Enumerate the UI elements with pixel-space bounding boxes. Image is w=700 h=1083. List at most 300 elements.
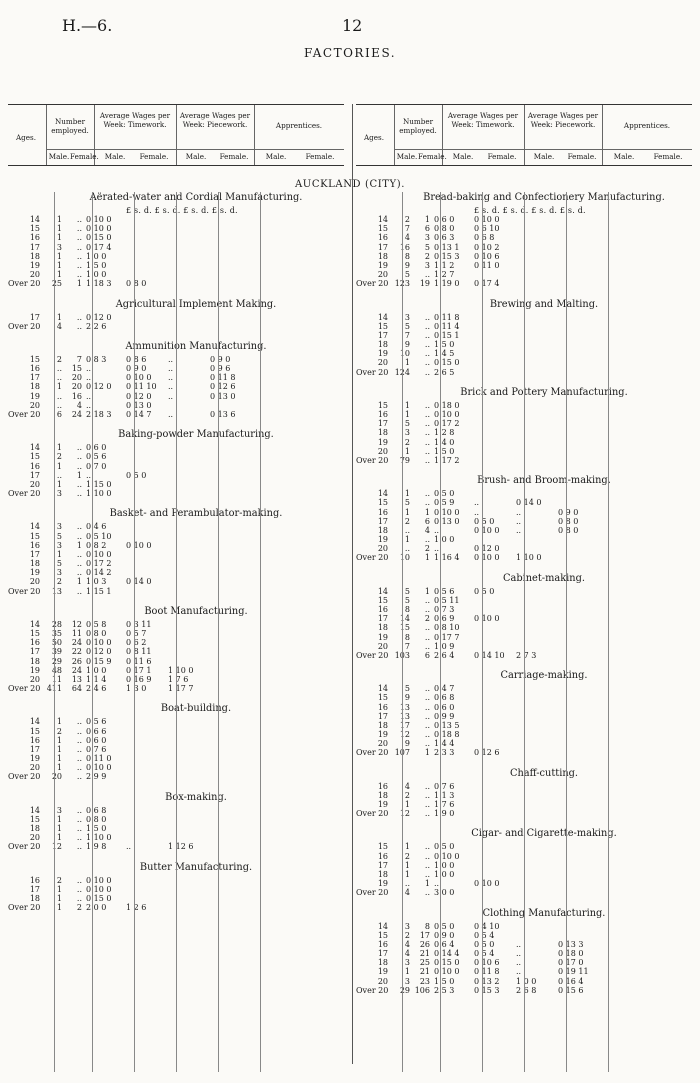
- female-count: ..: [76, 549, 82, 559]
- time-male-wage: 0 8 2: [86, 540, 107, 550]
- time-female-wage: 0 14 10: [474, 650, 505, 660]
- age-cell: 15: [29, 726, 40, 736]
- female-count: ..: [424, 400, 430, 410]
- column-rule: [134, 192, 135, 1072]
- age-cell: 19: [29, 665, 40, 675]
- piece-male-wage: ..: [168, 410, 174, 419]
- time-male-wage: 0 13 0: [434, 516, 460, 526]
- section-title: Basket- and Perambulator-making.: [109, 508, 283, 520]
- female-count: 4: [76, 400, 82, 410]
- time-male-wage: 2 4 6: [86, 684, 107, 694]
- column-rule: [260, 192, 261, 1072]
- male-count: 2: [404, 215, 410, 224]
- male-count: 1: [404, 410, 410, 419]
- male-count: 14: [399, 614, 410, 624]
- column-rule: [524, 192, 525, 1072]
- time-female-wage: 0 11 0: [474, 260, 500, 270]
- female-count: ..: [76, 763, 82, 773]
- female-count: ..: [76, 833, 82, 843]
- age-cell: 20: [29, 833, 40, 843]
- age-cell: 15: [377, 224, 388, 234]
- document-code: H.—6.: [62, 16, 113, 35]
- male-count: 28: [51, 619, 62, 629]
- time-male-wage: 0 6 0: [86, 443, 107, 453]
- male-count: ..: [56, 400, 62, 410]
- age-cell: 16: [377, 939, 388, 949]
- time-female-wage: 0 5 0: [474, 516, 495, 526]
- male-count: 17: [399, 720, 410, 730]
- column-header-left: [8, 104, 344, 166]
- age-cell: 18: [377, 869, 388, 879]
- age-cell: Over 20: [8, 410, 41, 419]
- female-count: ..: [424, 535, 430, 545]
- female-count: 8: [424, 921, 430, 931]
- piece-male-wage: 1 10 0: [168, 665, 194, 675]
- female-count: 1: [76, 540, 82, 550]
- male-count: 1: [56, 270, 62, 280]
- time-male-wage: ..: [434, 879, 440, 889]
- section-title: Cigar- and Cigarette-making.: [471, 828, 617, 840]
- female-count: ..: [424, 869, 430, 879]
- age-cell: 18: [377, 340, 388, 350]
- age-cell: 16: [377, 233, 388, 243]
- female-count: 2: [76, 903, 82, 913]
- piece-female-wage: 0 9 0: [210, 354, 231, 364]
- female-count: ..: [76, 559, 82, 569]
- time-male-wage: 0 11 4: [434, 321, 460, 331]
- female-count: ..: [424, 809, 430, 819]
- time-female-wage: 0 8 6: [126, 354, 147, 364]
- time-male-wage: 0 17 4: [86, 242, 112, 252]
- female-count: 11: [71, 629, 82, 638]
- female-count: ..: [424, 489, 430, 499]
- female-count: ..: [424, 498, 430, 508]
- male-label: Male.: [452, 152, 474, 161]
- male-count: 4: [404, 888, 410, 898]
- female-count: ..: [76, 717, 82, 727]
- age-cell: 15: [29, 452, 40, 462]
- male-count: 1: [404, 400, 410, 410]
- time-female-wage: 0 10 6: [474, 251, 500, 261]
- column-rule: [176, 192, 177, 1072]
- time-male-wage: 0 15 0: [86, 893, 112, 903]
- page-title: FACTORIES.: [303, 46, 397, 60]
- female-count: 12: [71, 619, 82, 629]
- female-count: ..: [424, 851, 430, 861]
- age-cell: 14: [377, 921, 388, 931]
- piece-female-wage: 0 13 0: [210, 391, 236, 401]
- age-cell: 15: [377, 842, 388, 852]
- region-heading: AUCKLAND (CITY).: [294, 179, 406, 190]
- age-cell: 19: [377, 879, 388, 889]
- time-male-wage: 1 4 4: [434, 739, 455, 749]
- time-male-wage: 1 15 0: [86, 479, 112, 489]
- time-male-wage: 1 18 3: [86, 279, 112, 289]
- column-rule: [608, 192, 609, 1072]
- age-cell: 17: [377, 614, 388, 624]
- female-count: 24: [71, 665, 82, 675]
- female-count: ..: [424, 888, 430, 898]
- female-count: 1: [76, 577, 82, 587]
- male-count: 2: [56, 577, 62, 587]
- time-male-wage: 0 6 3: [434, 233, 455, 243]
- female-count: ..: [76, 824, 82, 833]
- female-count: ..: [424, 702, 430, 712]
- section-title: Brick and Pottery Manufacturing.: [460, 386, 628, 398]
- female-count: 24: [71, 638, 82, 648]
- age-cell: 18: [29, 559, 40, 569]
- age-cell: Over 20: [356, 650, 389, 660]
- time-female-wage: 0 10 6: [474, 958, 500, 968]
- piece-female-wage: 0 17 0: [558, 958, 584, 968]
- time-male-wage: 0 15 0: [434, 958, 460, 968]
- female-count: ..: [76, 744, 82, 754]
- age-cell: 16: [29, 540, 40, 550]
- female-count: 1: [424, 748, 430, 758]
- female-count: ..: [424, 781, 430, 791]
- female-count: 26: [419, 939, 430, 949]
- age-cell: 19: [29, 568, 40, 578]
- time-male-wage: 0 5 6: [86, 717, 107, 727]
- time-female-wage: 0 5 0: [126, 470, 147, 480]
- male-label: Male.: [613, 152, 635, 161]
- female-count: 4: [424, 525, 430, 535]
- time-female-wage: 0 10 0: [474, 215, 500, 224]
- male-label: Male.: [185, 152, 207, 161]
- female-count: ..: [424, 358, 430, 368]
- male-count: 5: [56, 531, 62, 541]
- section-title: Chaff-cutting.: [509, 767, 579, 779]
- time-female-wage: 0 8 0: [126, 279, 147, 289]
- time-male-wage: 0 8 3: [86, 354, 107, 364]
- female-count: ..: [424, 605, 430, 614]
- male-count: 3: [56, 568, 62, 578]
- female-count: ..: [76, 461, 82, 471]
- age-cell: 20: [29, 270, 40, 280]
- section-title: Agricultural Implement Making.: [115, 298, 277, 310]
- ages-header: Ages.: [363, 133, 385, 142]
- female-count: ..: [76, 568, 82, 578]
- time-female-wage: 1 3 0: [126, 684, 147, 694]
- female-count: ..: [424, 455, 430, 465]
- section-title: Cabinet-making.: [503, 572, 585, 584]
- piece-female-wage: 0 9 6: [210, 364, 231, 374]
- time-male-wage: 0 5 9: [434, 498, 455, 508]
- time-male-wage: ..: [86, 364, 92, 374]
- male-count: 10: [399, 553, 410, 563]
- piece-female-wage: 0 19 11: [558, 967, 589, 977]
- female-count: 15: [71, 364, 82, 374]
- male-count: 1: [56, 260, 62, 270]
- male-count: 12: [399, 809, 410, 819]
- time-male-wage: 2 3 3: [434, 748, 455, 758]
- female-count: 5: [424, 242, 430, 252]
- female-count: ..: [76, 772, 82, 782]
- female-count: 7: [76, 354, 82, 364]
- time-male-wage: 0 5 0: [434, 489, 455, 499]
- age-cell: 14: [29, 443, 40, 453]
- female-count: ..: [424, 428, 430, 438]
- male-count: 3: [56, 540, 62, 550]
- time-male-wage: 2 5 3: [434, 985, 455, 995]
- time-male-wage: 0 7 0: [86, 461, 107, 471]
- male-count: 12: [51, 842, 62, 852]
- age-cell: 20: [29, 400, 40, 410]
- female-label: Female.: [139, 152, 169, 161]
- piece-male-wage: 2 6 8: [516, 985, 537, 995]
- male-count: ..: [56, 364, 62, 374]
- time-female-wage: 0 17 1: [126, 665, 152, 675]
- female-count: ..: [424, 842, 430, 852]
- female-count: ..: [424, 437, 430, 447]
- age-cell: Over 20: [8, 279, 41, 289]
- section-title: Box-making.: [165, 791, 227, 803]
- male-count: 5: [404, 498, 410, 508]
- age-cell: 16: [29, 364, 40, 374]
- female-count: ..: [424, 349, 430, 359]
- time-female-wage: 0 12 6: [474, 748, 500, 758]
- piecework-header: Average Wages per Week: Piecework.: [527, 111, 599, 129]
- time-male-wage: 0 6 8: [434, 693, 455, 703]
- age-cell: 19: [377, 260, 388, 270]
- male-count: 2: [404, 790, 410, 800]
- female-count: 19: [419, 279, 430, 289]
- column-rule: [54, 192, 55, 1072]
- time-male-wage: 0 15 3: [434, 251, 460, 261]
- male-count: 8: [404, 632, 410, 642]
- age-cell: 18: [29, 382, 40, 392]
- male-label: Male.: [396, 152, 418, 161]
- age-cell: 17: [29, 470, 40, 480]
- time-female-wage: 0 11 8: [474, 967, 500, 977]
- female-count: 21: [419, 949, 430, 959]
- age-cell: 15: [377, 400, 388, 410]
- female-count: 22: [71, 647, 82, 657]
- female-label: Female.: [418, 152, 447, 161]
- female-count: ..: [76, 842, 82, 852]
- time-female-wage: ..: [474, 498, 480, 508]
- female-count: ..: [424, 321, 430, 331]
- female-count: ..: [424, 739, 430, 749]
- age-cell: 20: [29, 479, 40, 489]
- time-male-wage: 0 10 0: [434, 967, 460, 977]
- male-count: 20: [51, 772, 62, 782]
- female-count: ..: [76, 312, 82, 322]
- age-cell: 16: [29, 875, 40, 885]
- female-count: ..: [76, 443, 82, 453]
- age-cell: Over 20: [356, 455, 389, 465]
- female-count: 106: [414, 985, 430, 995]
- time-female-wage: 0 5 4: [474, 930, 495, 940]
- time-male-wage: 1 16 4: [434, 553, 460, 563]
- section-title: Brewing and Malting.: [489, 298, 599, 310]
- female-count: ..: [76, 260, 82, 270]
- female-count: ..: [424, 790, 430, 800]
- female-count: ..: [424, 270, 430, 280]
- female-count: 1: [424, 553, 430, 563]
- age-cell: 16: [29, 233, 40, 243]
- male-count: 3: [56, 522, 62, 532]
- piece-male-wage: ..: [168, 354, 174, 364]
- time-male-wage: 1 5 0: [434, 446, 455, 456]
- female-count: ..: [424, 623, 430, 633]
- time-male-wage: 1 0 0: [86, 665, 107, 675]
- time-female-wage: 0 8 11: [126, 647, 152, 657]
- time-male-wage: 1 7 6: [434, 800, 455, 809]
- female-count: 21: [419, 967, 430, 977]
- number-employed-header: Number employed.: [399, 117, 437, 135]
- time-male-wage: 0 7 6: [434, 781, 455, 791]
- male-count: 1: [56, 224, 62, 234]
- female-count: ..: [76, 735, 82, 745]
- female-count: ..: [424, 312, 430, 322]
- time-male-wage: 0 17 7: [434, 632, 460, 642]
- time-male-wage: 0 11 0: [86, 754, 112, 764]
- age-cell: 18: [377, 790, 388, 800]
- column-header-right: [356, 104, 692, 166]
- age-cell: 20: [377, 446, 388, 456]
- male-label: Male.: [104, 152, 126, 161]
- female-count: ..: [76, 805, 82, 815]
- age-cell: 15: [29, 814, 40, 824]
- age-cell: 16: [377, 410, 388, 419]
- time-female-wage: 0 10 0: [126, 540, 152, 550]
- column-rule: [218, 192, 219, 1072]
- time-male-wage: 1 1 3: [434, 790, 455, 800]
- time-male-wage: 0 5 6: [86, 452, 107, 462]
- time-female-wage: 0 11 6: [126, 656, 152, 666]
- male-count: 1: [404, 869, 410, 879]
- age-cell: 17: [29, 884, 40, 894]
- female-count: 1: [424, 215, 430, 224]
- piece-male-wage: ..: [516, 958, 522, 968]
- male-count: 16: [399, 242, 410, 252]
- male-count: 1: [56, 814, 62, 824]
- male-count: 4: [404, 781, 410, 791]
- male-count: 3: [56, 242, 62, 252]
- female-count: ..: [76, 754, 82, 764]
- female-count: ..: [424, 711, 430, 721]
- time-male-wage: 0 8 10: [434, 623, 460, 633]
- female-count: 1: [424, 586, 430, 596]
- age-cell: 18: [377, 251, 388, 261]
- age-cell: 15: [377, 321, 388, 331]
- time-male-wage: 0 8 0: [86, 814, 107, 824]
- piece-male-wage: ..: [168, 391, 174, 401]
- male-count: 12: [399, 730, 410, 740]
- age-cell: Over 20: [8, 684, 41, 694]
- male-count: 411: [46, 684, 62, 694]
- male-count: 4: [56, 321, 62, 331]
- apprentices-header: Apprentices.: [623, 121, 671, 130]
- time-male-wage: 1 0 3: [86, 577, 107, 587]
- male-count: 4: [404, 949, 410, 959]
- age-cell: 15: [377, 595, 388, 605]
- female-count: ..: [76, 479, 82, 489]
- male-count: 5: [404, 321, 410, 331]
- time-male-wage: 0 10 0: [86, 549, 112, 559]
- male-count: 2: [56, 726, 62, 736]
- age-cell: 20: [29, 577, 40, 587]
- time-female-wage: 0 6 10: [474, 224, 500, 234]
- age-cell: Over 20: [356, 553, 389, 563]
- age-cell: 20: [377, 976, 388, 986]
- female-count: ..: [76, 270, 82, 280]
- male-count: 3: [404, 976, 410, 986]
- section-title: Carriage-making.: [500, 670, 588, 682]
- time-male-wage: 0 15 0: [86, 233, 112, 243]
- time-male-wage: 1 5 0: [434, 340, 455, 350]
- male-count: 1: [404, 967, 410, 977]
- female-count: 3: [424, 233, 430, 243]
- female-label: Female.: [487, 152, 517, 161]
- age-cell: 17: [377, 242, 388, 252]
- time-male-wage: 0 12 0: [86, 312, 112, 322]
- male-count: 50: [51, 638, 62, 648]
- piece-female-wage: 0 13 3: [558, 939, 584, 949]
- age-cell: 17: [29, 312, 40, 322]
- male-count: 2: [56, 452, 62, 462]
- age-cell: 17: [377, 949, 388, 959]
- female-count: 1: [76, 279, 82, 289]
- age-cell: 19: [377, 967, 388, 977]
- age-cell: 17: [377, 860, 388, 870]
- age-cell: 16: [29, 638, 40, 648]
- female-count: 6: [424, 650, 430, 660]
- time-male-wage: 1 10 0: [86, 489, 112, 499]
- female-count: ..: [424, 730, 430, 740]
- time-female-wage: 0 5 7: [126, 629, 147, 638]
- piece-female-wage: 0 12 6: [210, 382, 236, 392]
- male-count: 1: [404, 860, 410, 870]
- age-cell: Over 20: [356, 809, 389, 819]
- male-count: 9: [404, 693, 410, 703]
- age-cell: 14: [377, 215, 388, 224]
- time-female-wage: 0 6 2: [126, 638, 147, 648]
- section-title: Aërated-water and Cordial Manufacturing.: [89, 192, 303, 203]
- section-title: Bread-baking and Confectionery Manufacturing.: [423, 192, 665, 203]
- age-cell: 19: [377, 349, 388, 359]
- female-count: ..: [424, 720, 430, 730]
- time-female-wage: 0 10 0: [474, 553, 500, 563]
- male-count: 1: [56, 312, 62, 322]
- male-count: 5: [404, 586, 410, 596]
- age-cell: 20: [377, 544, 388, 554]
- female-count: ..: [424, 340, 430, 350]
- section-title: Brush- and Broom-making.: [477, 475, 611, 487]
- female-count: ..: [76, 242, 82, 252]
- male-count: 13: [51, 586, 62, 596]
- piece-female-wage: 0 13 6: [210, 410, 236, 419]
- male-count: 1: [404, 446, 410, 456]
- time-male-wage: ..: [86, 400, 92, 410]
- female-count: 17: [419, 930, 430, 940]
- time-female-wage: 0 9 0: [126, 364, 147, 374]
- age-cell: Over 20: [8, 489, 41, 499]
- age-cell: 18: [377, 623, 388, 633]
- male-count: 103: [394, 650, 410, 660]
- male-count: 5: [404, 595, 410, 605]
- time-male-wage: 0 6 6: [86, 726, 107, 736]
- male-count: 8: [404, 251, 410, 261]
- female-count: ..: [424, 641, 430, 651]
- age-cell: 16: [29, 461, 40, 471]
- age-cell: 17: [29, 549, 40, 559]
- currency-header: £ s. d. £ s. d. £ s. d. £ s. d.: [126, 206, 238, 215]
- female-count: ..: [424, 693, 430, 703]
- female-count: 3: [424, 260, 430, 270]
- male-count: 1: [56, 549, 62, 559]
